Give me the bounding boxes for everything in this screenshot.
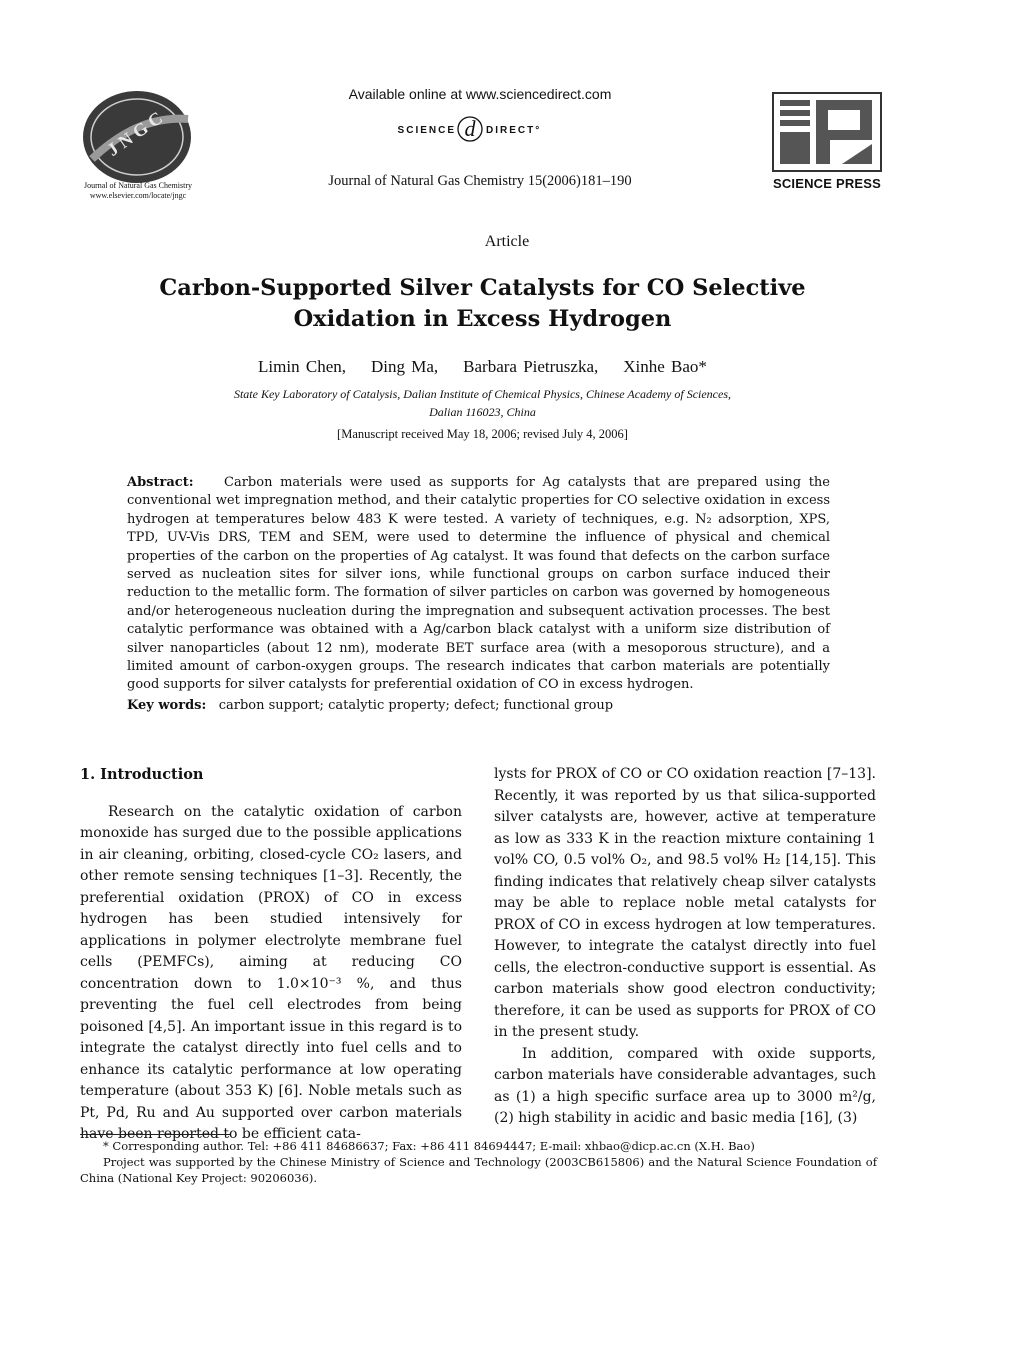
journal-reference: Journal of Natural Gas Chemistry 15(2006)181–190 (328, 173, 632, 189)
keywords-text: carbon support; catalytic property; defect; functional group (218, 698, 614, 713)
paper-title (130, 273, 835, 335)
jngc-logo-text: J N G C (103, 107, 167, 160)
available-online-text: Available online at www.sciencedirect.com (348, 86, 612, 102)
corresponding-author-note: * Corresponding author. Tel: +86 411 84686637; Fax: +86 411 84694447; E-mail: xhbao@dicp.ac.cn (X.H. Bao) (103, 1139, 755, 1153)
left-column (80, 764, 462, 1146)
abstract-text: Carbon materials were used as supports for Ag catalysts that are prepared using the conventional wet impregnation method, and their catalytic properties for CO selective oxidation in excess hydrogen at temperatures below 483 K were tested. A variety of techniques, e.g. N₂ adsorption, XPS, TPD, UV-Vis DRS, TEM and SEM, were used to determine the influence of physical and chemical properties of the carbon on the properties of Ag catalyst. It was found that defects on the carbon surface served as nucleation sites for silver ions, while functional groups on carbon surface induced their reduction to the metallic form. The formation of silver particles on carbon was governed by homogeneous and/or heterogeneous nucleation during the impregnation and subsequent activation processes. The best catalytic performance was obtained with a Ag/carbon black catalyst with a uniform size distribution of silver nanoparticles (about 12 nm), moderate BET surface area (with a mesoporous structure), and a limited amount of carbon-oxygen groups. The research indicates that carbon materials are potentially good supports for silver catalysts for preferential oxidation of CO in excess hydrogen. (127, 475, 830, 693)
author-list: Limin Chen, Ding Ma, Barbara Pietruszka, Xinhe Bao* (258, 357, 707, 376)
keywords-label: Key words: (127, 698, 207, 713)
jngc-caption (68, 181, 208, 201)
funding-note: Project was supported by the Chinese Ministry of Science and Technology (2003CB615806) and the Natural Science Foundation of China (National Key Project: 90206036). (80, 1155, 877, 1185)
affiliation-line-2: Dalian 116023, China (429, 405, 536, 419)
intro-paragraph-1: Research on the catalytic oxidation of carbon monoxide has surged due to the possible applications in air cleaning, orbiting, closed-cycle CO₂ lasers, and other remote sensing techniques [1–3]. Recently, the preferential oxidation (PROX) of CO in excess hydrogen has been studied intensively for applications in polymer electrolyte membrane fuel cells (PEMFCs), aiming at reducing CO concentration down to 1.0×10⁻³ %, and thus preventing the fuel cell electrodes from being poisoned [4,5]. An important issue in this regard is to integrate the catalyst directly into fuel cells and to enhance its catalytic performance at low operating temperature (about 353 K) [6]. Noble metals such as Pt, Pd, Ru and Au supported over carbon materials have been reported to be efficient cata- (80, 803, 462, 1142)
keywords (127, 698, 830, 713)
manuscript-dates: [Manuscript received May 18, 2006; revised July 4, 2006] (337, 427, 628, 441)
sd-left-text: SCIENCE (397, 125, 456, 136)
affiliation-line-1: State Key Laboratory of Catalysis, Dalian Institute of Chemical Physics, Chinese Academy of Sciences, (233, 387, 732, 401)
intro-paragraph-1-continued: lysts for PROX of CO or CO oxidation reaction [7–13]. Recently, it was reported by us that silica-supported silver catalysts are, however, active at temperature as low as 333 K in the reaction mixture containing 1 vol% CO, 0.5 vol% O₂, and 98.5 vol% H₂ [14,15]. This finding indicates that relatively cheap silver catalysts may be able to replace noble metal catalysts for PROX of CO in excess hydrogen at low temperatures. However, to integrate the catalyst directly into fuel cells, the electron-conductive support is essential. As carbon materials show good electron conductivity; therefore, it can be used as supports for PROX of CO in the present study. (494, 766, 876, 1040)
intro-paragraph-2: In addition, compared with oxide supports, carbon materials have considerable advantages, such as (1) a high specific surface area up to 3000 m²/g, (2) high stability in acidic and basic media [16], (3) (494, 1045, 876, 1126)
science-press-logo (772, 92, 882, 172)
svg-text:d: d (464, 116, 476, 141)
footnotes (80, 1138, 877, 1186)
jngc-caption-url: www.elsevier.com/locate/jngc (89, 191, 187, 200)
sd-right-text: DIRECT° (486, 125, 542, 136)
title-line-1: Carbon-Supported Silver Catalysts for CO Selective (159, 275, 806, 301)
affiliation (150, 385, 815, 421)
section-heading-introduction: 1. Introduction (80, 766, 204, 783)
jngc-caption-title: Journal of Natural Gas Chemistry (84, 181, 192, 190)
right-column (494, 764, 876, 1130)
footnote-divider (80, 1134, 230, 1135)
title-line-2: Oxidation in Excess Hydrogen (293, 306, 672, 332)
abstract-label: Abstract: (127, 475, 194, 490)
science-press-name: SCIENCE PRESS (772, 176, 882, 191)
sciencedirect-logo (360, 110, 600, 146)
abstract (127, 474, 830, 695)
article-type: Article (484, 233, 530, 250)
